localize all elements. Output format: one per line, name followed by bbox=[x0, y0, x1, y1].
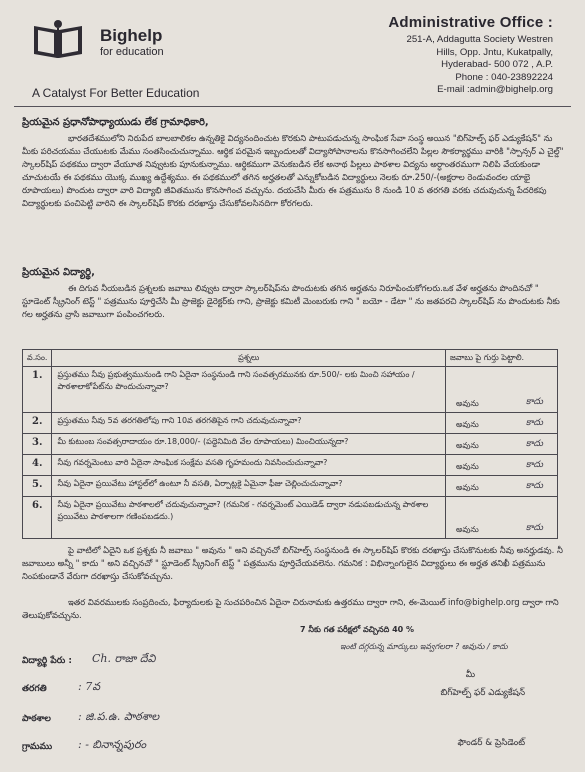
answer-yes: అవును bbox=[456, 441, 479, 450]
eligibility-note-paragraph: పై వాటిలో ఏదైని ఒక ప్రశ్నకు నీ జవాబు " అవును " అని వచ్చినచో బిగ్‌హెల్ప్ సంస్థనుండి ఈ స్కాలర్‌షిప్ కొరకు దరఖాస్తు చేసుకొనుటకు నీవు అనర్హుడవు. నీ జవాబులు అన్నీ " కాదు " అని వచ్చినచో " స్టూడెంట్ స్క్రీనింగ్ టెస్ట్ " పత్రమును పూర్తిచేయవలెను. గమనిక : విభిన్నాంగులైన విద్యార్థులు ఈ అర్హత తనిఖీ పత్రమును నింపకుండానే వేరుగా దరఖాస్తు చేసుకోవచ్చును. bbox=[22, 545, 563, 582]
table-row bbox=[23, 497, 558, 539]
question-text: నీవు గవర్నమెంటు వారి ఏదైనా సాంఘిక సంక్షేమ వసతి గృహమందు నివసించుచున్నావా? bbox=[52, 455, 446, 476]
question-number: 1. bbox=[32, 370, 43, 381]
class-label: తరగతి bbox=[22, 684, 47, 694]
signature-title: ఫౌండర్ & ప్రెసిడెంట్ bbox=[457, 738, 525, 748]
table-header-row bbox=[23, 350, 558, 367]
question-number: 6. bbox=[32, 500, 43, 511]
table-row bbox=[23, 413, 558, 434]
school-value[interactable]: : జి.ప.ఉ. పాఠశాల bbox=[78, 710, 160, 723]
brand-name: Bighelp bbox=[100, 26, 163, 45]
open-book-logo-icon bbox=[30, 18, 86, 62]
marked-answer-no: కాదు bbox=[525, 418, 543, 428]
marked-answer-no: కాదు bbox=[525, 397, 543, 407]
question-number: 3. bbox=[32, 437, 43, 448]
question-number: 2. bbox=[32, 416, 43, 427]
village-label: గ్రామము bbox=[22, 742, 53, 752]
question-text: నీవు ఏదైనా ప్రయివేటు హాస్టల్‌లో ఉంటూ నీ వసతి, ఏర్పాట్లకై ఏమైనా ఫీజు చెల్లించుచున్నావా? bbox=[52, 476, 446, 497]
signature-closing: మీ bbox=[465, 670, 475, 680]
answer-yes: అవును bbox=[456, 483, 479, 492]
office-address-line: Hills, Opp. Jntu, Kukatpally, bbox=[436, 46, 553, 58]
question-text: ప్రస్తుతము నీవు ప్రభుత్వమునుండి గాని ఏదైనా సంస్థనుండి గాని సంవత్సరమునకు రూ.500/- లకు మించి సహాయం / పాఠశాలాకోపేట్‌ను పొందుచున్నావా? bbox=[52, 367, 446, 413]
table-row bbox=[23, 476, 558, 497]
header-divider bbox=[14, 106, 571, 107]
exam-percentage-line: 7 నీకు గత పరీక్షలో వచ్చినది 40 % bbox=[300, 625, 415, 634]
village-value[interactable]: : - బినాన్నపురం bbox=[78, 738, 147, 751]
answer-cell[interactable] bbox=[446, 413, 558, 434]
school-label: పాఠశాల bbox=[22, 714, 51, 724]
student-name-label: విద్యార్థి పేరు : bbox=[22, 656, 72, 666]
answer-cell[interactable] bbox=[446, 434, 558, 455]
marked-answer-no: కాదు bbox=[525, 460, 543, 470]
answer-cell[interactable] bbox=[446, 476, 558, 497]
office-address-block bbox=[343, 14, 553, 97]
table-row bbox=[23, 434, 558, 455]
instructions-paragraph: ఈ దిగువ నీయబడిన ప్రశ్నలకు జవాబు లివ్వుట ద్వారా స్కాలర్‌షిప్‌ను పొందుటకు తగిన అర్హతను నిరూపించుకోగలరు.ఒక వేళ అర్హతను పొందినచో " స్టూడెంట్ స్క్రీనింగ్ టెస్ట్ " పత్రమును పూర్తిచేసి మీ ప్రాజెక్టు డైరెక్టర్‌కు గాని, ప్రాజెక్టు కమిటీ మెంబరుకు గాని " బయో - డేటా " ను జతపరచి స్కాలర్‌షిప్ ను పొందుటకు నీకు గల అర్హతను వ్రాసి జవాబుగా పంపించగలరు. bbox=[22, 283, 560, 320]
marked-answer-no: కాదు bbox=[525, 523, 543, 533]
column-header-answer: జవాబు పై గుర్తు పెట్టాలి. bbox=[446, 350, 558, 367]
salutation-student: ప్రియమైన విద్యార్థి, bbox=[22, 267, 95, 278]
marked-answer-no: కాదు bbox=[525, 481, 543, 491]
contact-paragraph: ఇతర వివరములకు సంప్రదించు, ఫిర్యాదులకు పై సుచపరించిన ఏదైనా చిరునామకు ఉత్తరము ద్వారా గాని, ఈ-మెయిల్ info@bighelp.org ద్వారా గాని తెలుపుకోవచ్చును. bbox=[22, 597, 559, 621]
intro-paragraph: భారతదేశములోని నిరుపేద బాలబాలికల ఉన్నతికై విద్యనందించుట కొరకుని పాటుపడుచున్న సాంఘిక సేవా సంస్థ అయిన "బిగ్‌హెల్ప్ ఫర్ ఎడ్యుకేషన్" ను మీకు పరిచయము చేయుటకు మేము సంతసించుచున్నాము. ఆర్థిక పరమైన ఇబ్బందులతో విద్యాసోపానాలను కొనసాగించలేని పిల్లల సౌకర్యార్థము వారికి "స్పాన్సర్ ఎ చైల్డ్" స్కాలర్‌షిప్ పథకము ద్వారా వేయూత నివ్వుటకు పూనుకున్నాము. ఆర్థికముగా వెనుకబడిన లేక అనాథ పిల్లలు పాఠశాల విద్యను అర్ధాంతరముగా నిలిపి వేయకుండా చూచుటయే ఈ పథకము యొక్క ముఖ్య ఉద్దేశ్యము. ఈ పథకములో తగిన అర్హతలతో ఎన్నుకోబడిన విద్యార్థులు నెలకు రూ.250/-(అక్షరాల రెండువందల యాభై రూపాయలు) పొందుట ద్వారా వారి విద్యాభి జీవితమును కొనసాగించ వచ్చును. దయచేసి మీరు ఈ పత్రమును 8 నుండి 10 వ తరగతి వరకు చదువుచున్న పేదరికపు విద్యార్థులకు పంచిపెట్టి వారిని ఈ స్కాలర్‌షిప్ కొరకు దరఖాస్తు చేసుకోవలసినదిగా కోరగలరు. bbox=[22, 133, 564, 209]
handwritten-note: ఇంటి దగ్గరున్న మార్కులు ఇవ్వగలరా ? అవును / కాదు bbox=[340, 642, 508, 651]
question-text: ప్రస్తుతము నీవు 5వ తరగతిలోపు గాని 10వ తరగతిపైన గాని చదువుచున్నావా? bbox=[52, 413, 446, 434]
office-email: E-mail :admin@bighelp.org bbox=[437, 84, 553, 96]
signature-organization: బిగ్‌హెల్ప్ ఫర్ ఎడ్యుకేషన్ bbox=[440, 688, 525, 698]
class-value[interactable]: : 7వ bbox=[78, 680, 101, 693]
question-text: నీవు ఏదైనా ప్రయివేటు పాఠశాలలో చదువుచున్నావా? (గమనిక - గవర్నమెంట్ ఎయిడెడ్ ద్వారా నడుపబడుచున్న పాఠశాల ప్రయివేటు పాఠశాలగా గణింపబడదు.) bbox=[52, 497, 446, 539]
answer-yes: అవును bbox=[456, 420, 479, 429]
column-header-number: వ.సం. bbox=[23, 350, 52, 367]
answer-cell[interactable] bbox=[446, 497, 558, 539]
answer-yes: అవును bbox=[456, 399, 479, 408]
salutation-headmaster: ప్రియమైన ప్రధానోపాధ్యాయుడు లేక గ్రామాధికారి, bbox=[22, 117, 209, 128]
column-header-question: ప్రశ్నలు bbox=[52, 350, 446, 367]
tagline: A Catalyst For Better Education bbox=[32, 86, 200, 100]
question-number: 4. bbox=[32, 458, 43, 469]
table-row bbox=[23, 367, 558, 413]
question-text: మీ కుటుంబ సంవత్సరాదాయం రూ.18,000/- (పద్దెనిమిది వేల రూపాయలు) మించియున్నదా? bbox=[52, 434, 446, 455]
answer-yes: అవును bbox=[456, 462, 479, 471]
office-address-line: 251-A, Addagutta Society Westren bbox=[406, 34, 553, 45]
question-number: 5. bbox=[32, 479, 43, 490]
brand-subtitle: for education bbox=[100, 46, 164, 58]
eligibility-questions-table bbox=[22, 349, 558, 539]
student-name-value[interactable]: Ch. రాజా దేవి bbox=[92, 652, 156, 665]
answer-cell[interactable] bbox=[446, 367, 558, 413]
table-row bbox=[23, 455, 558, 476]
marked-answer-no: కాదు bbox=[525, 439, 543, 449]
answer-cell[interactable] bbox=[446, 455, 558, 476]
answer-yes: అవును bbox=[456, 525, 479, 534]
office-phone: Phone : 040-23892224 bbox=[455, 71, 553, 83]
office-title: Administrative Office : bbox=[388, 14, 553, 31]
office-address-line: Hyderabad- 500 072 , A.P. bbox=[441, 59, 553, 71]
